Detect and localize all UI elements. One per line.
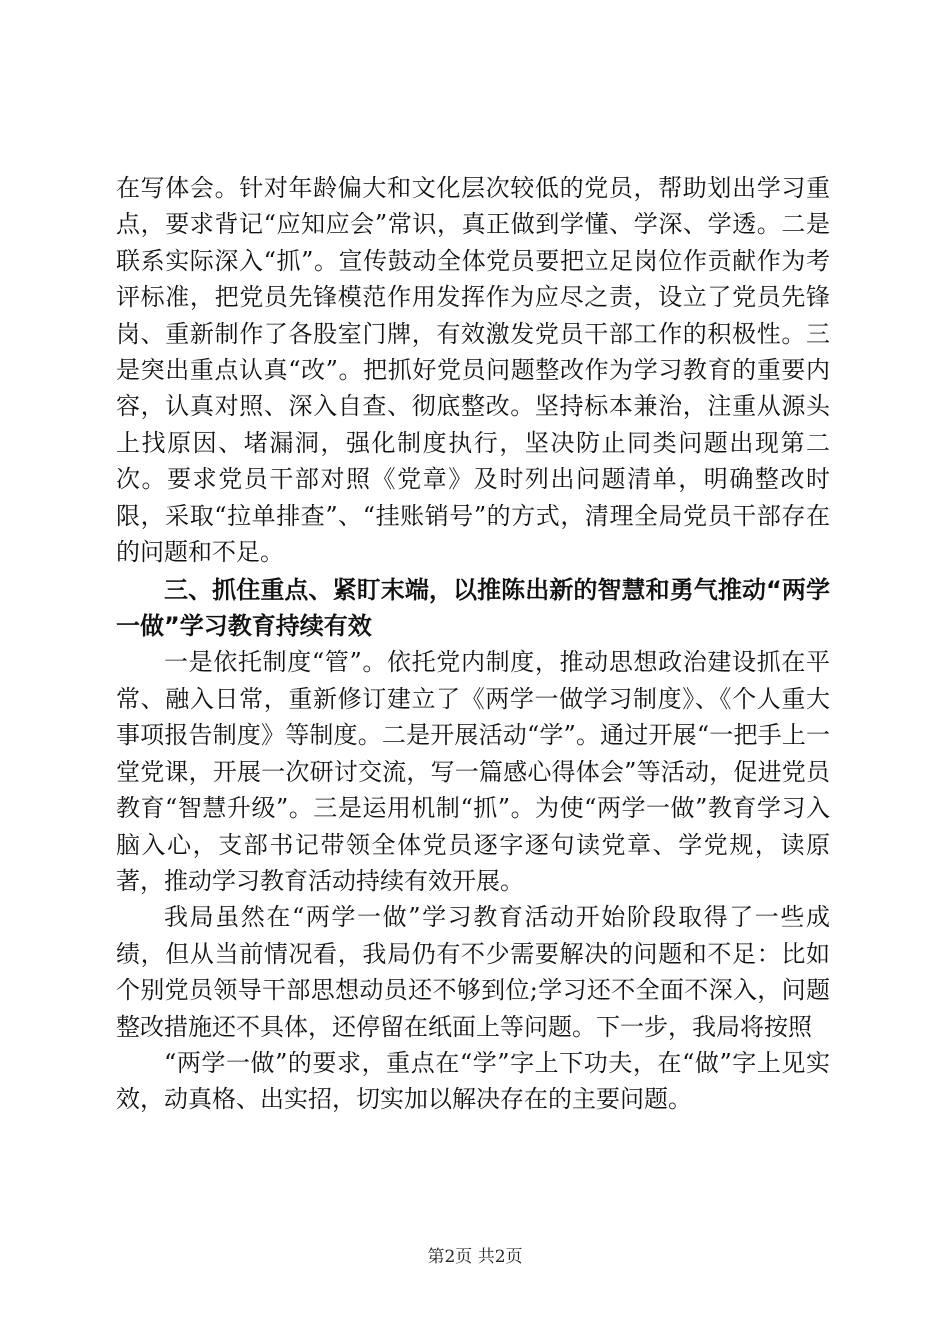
paragraph-continued: 在写体会。针对年龄偏大和文化层次较低的党员，帮助划出学习重点，要求背记“应知应会”常识，真正做到学懂、学深、学透。二是联系实际深入“抓”。宣传鼓动全体党员要把立足岗位作贡献作为考评标准，把党员先锋模范作用发挥作为应尽之责，设立了党员先锋岗、重新制作了各股室门牌，有效激发党员干部工作的积极性。三是突出重点认真“改”。把抓好党员问题整改作为学习教育的重要内容，认真对照、深入自查、彻底整改。坚持标本兼治，注重从源头上找原因、堵漏洞，强化制度执行，坚决防止同类问题出现第二次。要求党员干部对照《党章》及时列出问题清单，明确整改时限，采取“拉单排查”、“挂账销号”的方式，清理全局党员干部存在的问题和不足。	[116, 174, 830, 567]
section-heading-3: 三、抓住重点、紧盯末端，以推陈出新的智慧和勇气推动“两学一做”学习教育持续有效	[116, 576, 830, 641]
page-footer: 第2页 共2页	[427, 1247, 523, 1267]
paragraph-section3-body: 一是依托制度“管”。依托党内制度，推动思想政治建设抓在平常、融入日常，重新修订建立了《两学一做学习制度》、《个人重大事项报告制度》等制度。二是开展活动“学”。通过开展“一把手上一堂党课，开展一次研讨交流，写一篇感心得体会”等活动，促进党员教育“智慧升级”。三是运用机制“抓”。为使“两学一做”教育学习入脑入心，支部书记带领全体党员逐字逐句读党章、学党规，读原著，推动学习教育活动持续有效开展。	[116, 648, 830, 895]
document-body	[116, 170, 830, 1118]
paragraph-problems: 我局虽然在“两学一做”学习教育活动开始阶段取得了一些成绩，但从当前情况看，我局仍有不少需要解决的问题和不足：比如个别党员领导干部思想动员还不够到位;学习还不全面不深入，问题整改措施还不具体，还停留在纸面上等问题。下一步，我局将按照	[116, 903, 830, 1041]
paragraph-next-steps: “两学一做”的要求，重点在“学”字上下功夫，在“做”字上见实效，动真格、出实招，切实加以解决存在的主要问题。	[116, 1048, 830, 1114]
